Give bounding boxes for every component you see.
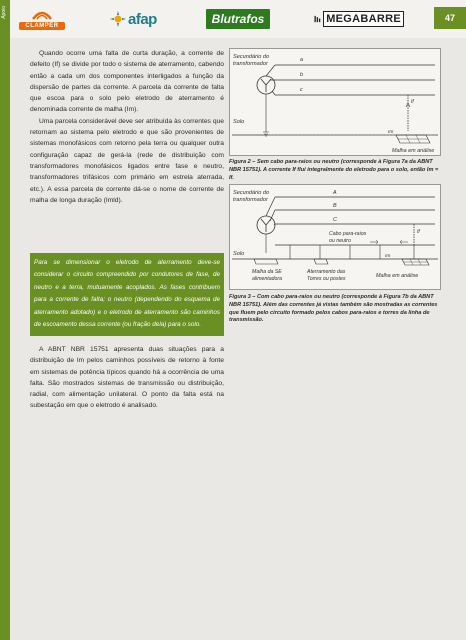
clamper-logo-text: CLAMPER [19, 22, 64, 30]
fig3-label-cabo-1: Cabo para-raios [329, 231, 367, 237]
fig3-tower-grounds [314, 259, 328, 264]
fig3-label-aterr-1: Aterramento das [307, 269, 346, 275]
edge-text: Apoio [1, 6, 7, 19]
fig3-label-malha: Malha em análise [376, 273, 419, 279]
megabarre-logo-text: MEGABARRE [323, 11, 404, 27]
fig2-label-im: Im [388, 130, 394, 135]
fig3-label-c: C [333, 217, 337, 223]
fig3-label-b: B [333, 203, 337, 209]
fig3-label-a: A [333, 190, 337, 196]
figure-2 [229, 48, 441, 156]
figure-2-caption: Figura 2 – Sem cabo para-raios ou neutro (corresponde à Figura 7a da ABNT NBR 15751). A corrente If flui integralmente do eletrodo para o solo, então Im = If. [229, 159, 439, 181]
paragraph-2: Uma parcela considerável deve ser atribuída às correntes que retornam ao sistema pelo eletrodo e que são provenientes de sistemas monofásicos com retorno pela terra ou qualquer outra configuração capaz de gerá-la (rede de distribuição com transformadores monofásicos ligados entre fase e neutro, transformadores trifásicos com primário em estrela aterrada, etc.). A essa parcela de corrente dá-se o nome de corrente de malha de longa duração (Imld). [30, 117, 224, 204]
fig3-source-grid [254, 259, 278, 264]
page-number: 47 [434, 7, 466, 29]
figure-3-diagram [230, 185, 440, 289]
fig3-label-aterr-2: Torres ou postes [307, 276, 346, 282]
paragraph-1: Quando ocorre uma falta de curta duração, a corrente de defeito (If) se divide por todo o sistema de aterramento, cabendo então a cada um dos componentes interligados a função da dispersão de partes da corrente. A parcela da corrente de falta que escoa para o solo pelo eletrodo de aterramento é denominada corrente de malha (Im). [30, 50, 224, 114]
fig3-label-solo: Solo [233, 251, 245, 257]
blutrafos-logo [206, 9, 270, 29]
paragraph-3: A ABNT NBR 15751 apresenta duas situações para a distribuição de lm pelos caminhos possíveis de retorno à fonte em sistemas de potência típicos quando há a ocorrência de uma falta. São mostrados sistemas de transmissão ou distribuição, radial, com alimentação unilateral. O ponto da falta está na subestação em que o eletrodo é analisado. [30, 346, 224, 410]
afap-logo-text: afap [128, 10, 157, 28]
clamper-swirl-icon [31, 9, 53, 22]
fig2-label-b: b [300, 72, 303, 78]
fig3-label-malha-se-1: Malha da SE [252, 269, 282, 275]
afap-sun-icon [110, 11, 126, 27]
fig2-label-malha: Malha em análise [392, 148, 435, 154]
blutrafos-logo-text: Blutrafos [211, 12, 265, 26]
fig3-label-secundario-1: Secundário do [233, 190, 270, 196]
article-column-2 [30, 344, 224, 412]
fig2-label-if: If [411, 99, 414, 105]
figure-3 [229, 184, 441, 290]
fig2-label-solo: Solo [233, 119, 245, 125]
fig3-label-secundario-2: transformador [233, 197, 268, 203]
page-edge-bar [0, 0, 10, 640]
fig3-label-cabo-2: ou neutro [329, 238, 351, 244]
fig2-label-secundario-2: transformador [233, 61, 268, 67]
fig3-label-im: Im [385, 254, 391, 259]
megabarre-bars-icon [314, 10, 321, 28]
figure-3-caption: Figura 3 – Com cabo para-raios ou neutro (corresponde à Figura 7b da ABNT NBR 15751). Além das correntes já vistas também são mostradas as correntes que fluem pelo circuito formado pelos cabos para-raios e torres da linha de transmissão. [229, 294, 438, 324]
fig2-label-c: c [300, 87, 303, 93]
megabarre-logo [314, 8, 404, 30]
fig2-label-a: a [300, 57, 303, 63]
highlight-text: Para se dimensionar o eletrodo de aterramento deve-se considerar o circuito compreendido por condutores de fase, de neutro e a terra, mutuamente acoplados. As fases contribuem para a corrente de falta; o neutro (dependendo do esquema de aterramento adotado) e o eletrodo de aterramento são caminhos de escoamento dessa corrente (ou fração dela) para o solo. [34, 259, 220, 329]
article-column [30, 48, 224, 206]
fig2-label-secundario-1: Secundário do [233, 54, 270, 60]
fig3-label-if: If [417, 229, 420, 235]
clamper-logo [14, 8, 70, 30]
figure-2-diagram [230, 49, 440, 155]
highlight-box [30, 253, 224, 336]
fig3-label-malha-se-2: alimentadora [252, 276, 282, 282]
afap-logo [110, 8, 170, 30]
